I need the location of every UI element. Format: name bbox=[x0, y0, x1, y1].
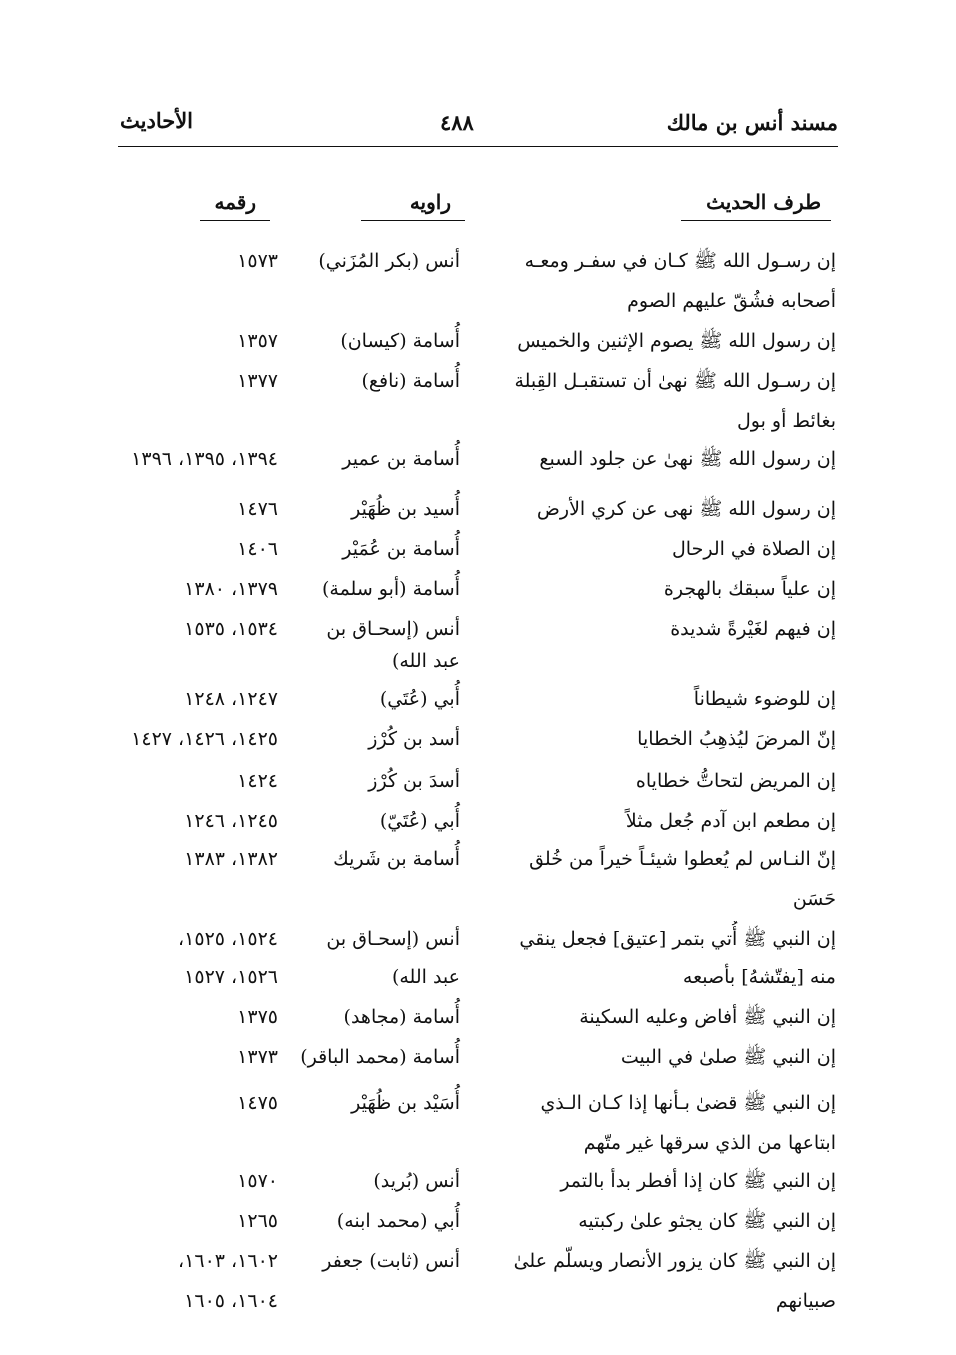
hadith-number: ١٤٢٥، ١٤٢٦، ١٤٢٧ bbox=[131, 728, 278, 750]
table-row bbox=[0, 323, 956, 359]
narrator-text: عبد الله) bbox=[391, 966, 460, 988]
narrator-text: أُسامة بن عُمَيْر bbox=[342, 538, 460, 560]
narrator-text: أُسامة (كيسان) bbox=[340, 330, 460, 352]
hadith-text: إن فيهم لغَيْرةً شديدة bbox=[670, 618, 836, 640]
hadith-text: إن المريض لتحاتُّ خطاياه bbox=[635, 770, 836, 792]
table-row bbox=[0, 1125, 956, 1161]
narrator-text: أُسامة (مجاهد) bbox=[343, 1006, 460, 1028]
table-row bbox=[0, 283, 956, 319]
table-row bbox=[0, 403, 956, 439]
table-row bbox=[0, 363, 956, 399]
table-row bbox=[0, 921, 956, 957]
hadith-text: ابتاعها من الذي سرقها غير متّهم bbox=[583, 1132, 836, 1154]
narrator-text: أُسامة بن شَريك bbox=[333, 848, 460, 870]
narrator-text: أُسامة (محمد الباقر) bbox=[300, 1046, 460, 1068]
table-row bbox=[0, 999, 956, 1035]
section-title: الأحاديث bbox=[120, 108, 194, 133]
table-row bbox=[0, 611, 956, 647]
hadith-number: ١٤٢٤ bbox=[237, 770, 278, 792]
column-header-hadith-label: طرف الحديث bbox=[706, 190, 821, 214]
table-row bbox=[0, 491, 956, 527]
hadith-text: إن رسول الله ﷺ نهىٰ عن جلود السبع bbox=[539, 448, 836, 470]
hadith-text: إن النبي ﷺ كان يزور الأنصار ويسلّم علىٰ bbox=[513, 1250, 836, 1272]
hadith-number: ١٣٩٤، ١٣٩٥، ١٣٩٦ bbox=[131, 448, 278, 470]
table-row bbox=[0, 643, 956, 679]
hadith-text: إن النبي ﷺ كان إذا أفطر بدأ بالتمر bbox=[560, 1170, 836, 1192]
table-row bbox=[0, 721, 956, 757]
hadith-text: إن النبي ﷺ صلىٰ في البيت bbox=[620, 1046, 836, 1068]
column-header-narrator-label: راويه bbox=[409, 190, 451, 214]
hadith-number: ١٥٢٤، ١٥٢٥، bbox=[178, 928, 278, 950]
table-row bbox=[0, 1085, 956, 1121]
hadith-text: أصحابه فشُقّ عليهم الصوم bbox=[627, 290, 836, 312]
table-row bbox=[0, 881, 956, 917]
hadith-number: ١٣٧٩، ١٣٨٠ bbox=[184, 578, 278, 600]
narrator-text: أنس (إسحـاق بن bbox=[326, 618, 460, 640]
hadith-text: إن رسـول الله ﷺ كـان في سفـر ومعـه bbox=[524, 250, 836, 272]
table-row bbox=[0, 571, 956, 607]
narrator-text: أُبي (عُتَي) bbox=[379, 688, 460, 710]
hadith-number: ١٥٢٦، ١٥٢٧ bbox=[184, 966, 278, 988]
hadith-text: إن الصلاة في الرحال bbox=[672, 538, 836, 560]
hadith-text: منه [يفتّشهُ] بأصبعه bbox=[682, 966, 836, 988]
narrator-text: أنس (بُريد) bbox=[373, 1170, 460, 1192]
hadith-number: ١٤٧٦ bbox=[237, 498, 278, 520]
table-row bbox=[0, 531, 956, 567]
hadith-text: إن النبي ﷺ أفاض وعليه السكينة bbox=[579, 1006, 836, 1028]
hadith-text: إن رسول الله ﷺ نهى عن كري الأرض bbox=[536, 498, 836, 520]
hadith-number: ١٣٧٧ bbox=[237, 370, 278, 392]
hadith-text: إن رسول الله ﷺ يصوم الإثنين والخميس bbox=[517, 330, 836, 352]
narrator-text: أُسامة (أبو سلمة) bbox=[321, 578, 460, 600]
narrator-text: أُبي (محمد ابنه) bbox=[336, 1210, 460, 1232]
hadith-number: ١٦٠٢، ١٦٠٣، bbox=[178, 1250, 278, 1272]
hadith-text: إن للوضوء شيطاناً bbox=[693, 688, 836, 710]
hadith-text: إنّ المرضَ ليُذهِبُ الخطايا bbox=[637, 728, 836, 750]
hadith-text: بغائط أو بول bbox=[736, 410, 836, 432]
narrator-text: أُسيد بن ظُهَيْر bbox=[351, 498, 460, 520]
narrator-text: أنس (بكر المُزَني) bbox=[318, 250, 460, 272]
table-row bbox=[0, 841, 956, 877]
table-row bbox=[0, 959, 956, 995]
hadith-text: إن علياً سبقك بالهجرة bbox=[663, 578, 836, 600]
table-row bbox=[0, 1203, 956, 1239]
narrator-text: أُسامة بن عمير bbox=[342, 448, 460, 470]
hadith-number: ١٣٥٧ bbox=[237, 330, 278, 352]
hadith-text: إن النبي ﷺ كان يجثو علىٰ ركبتيه bbox=[578, 1210, 836, 1232]
hadith-text: صبيانهم bbox=[775, 1290, 836, 1312]
hadith-text: إن رسـول الله ﷺ نهىٰ أن تستقبـل القِبلة bbox=[514, 370, 836, 392]
hadith-number: ١٣٨٢، ١٣٨٣ bbox=[184, 848, 278, 870]
narrator-text: عبد الله) bbox=[391, 650, 460, 672]
hadith-number: ١٤٧٥ bbox=[237, 1092, 278, 1114]
narrator-text: أُبي (عُتَيّ) bbox=[379, 810, 460, 832]
table-row bbox=[0, 681, 956, 717]
table-row bbox=[0, 803, 956, 839]
column-header-number-label: رقمه bbox=[214, 190, 256, 214]
hadith-number: ١٢٤٥، ١٢٤٦ bbox=[184, 810, 278, 832]
narrator-text: أُسامة (نافع) bbox=[361, 370, 460, 392]
hadith-number: ١٤٠٦ bbox=[237, 538, 278, 560]
table-row bbox=[0, 763, 956, 799]
narrator-text: أُسَيْد بن ظُهَيْر bbox=[351, 1092, 460, 1114]
hadith-text: إن النبي ﷺ أُتي بتمر [عتيق] فجعل ينقي bbox=[519, 928, 836, 950]
table-row bbox=[0, 1243, 956, 1279]
hadith-number: ١٥٣٤، ١٥٣٥ bbox=[184, 618, 278, 640]
hadith-number: ١٢٦٥ bbox=[237, 1210, 278, 1232]
narrator-text: أسدَ بن كُرْز bbox=[368, 770, 460, 792]
narrator-text: أسد بن كُرْز bbox=[368, 728, 460, 750]
page-number: ٤٨٨ bbox=[440, 110, 474, 135]
hadith-number: ١٥٧٣ bbox=[237, 250, 278, 272]
hadith-number: ١٣٧٥ bbox=[237, 1006, 278, 1028]
hadith-number: ١٥٧٠ bbox=[237, 1170, 278, 1192]
hadith-number: ١٦٠٤، ١٦٠٥ bbox=[184, 1290, 278, 1312]
table-row bbox=[0, 243, 956, 279]
narrator-text: أنس (إسحـاق بن bbox=[326, 928, 460, 950]
hadith-number: ١٣٧٣ bbox=[237, 1046, 278, 1068]
table-row bbox=[0, 1163, 956, 1199]
running-title: مسند أنس بن مالك bbox=[666, 110, 838, 135]
table-row bbox=[0, 1039, 956, 1075]
narrator-text: أنس (ثابت) جعفر bbox=[322, 1250, 460, 1272]
hadith-text: حَسَن bbox=[792, 888, 836, 910]
hadith-number: ١٢٤٧، ١٢٤٨ bbox=[184, 688, 278, 710]
table-row bbox=[0, 441, 956, 477]
hadith-text: إن مطعم ابن آدم جُعل مثلاً bbox=[625, 810, 836, 832]
hadith-text: إنّ النـاس لم يُعطوا شيئـاً خيراً من خُلق bbox=[529, 848, 836, 870]
hadith-text: إن النبي ﷺ قضىٰ بـأنها إذا كـان الـذي bbox=[540, 1092, 836, 1114]
table-row bbox=[0, 1283, 956, 1319]
